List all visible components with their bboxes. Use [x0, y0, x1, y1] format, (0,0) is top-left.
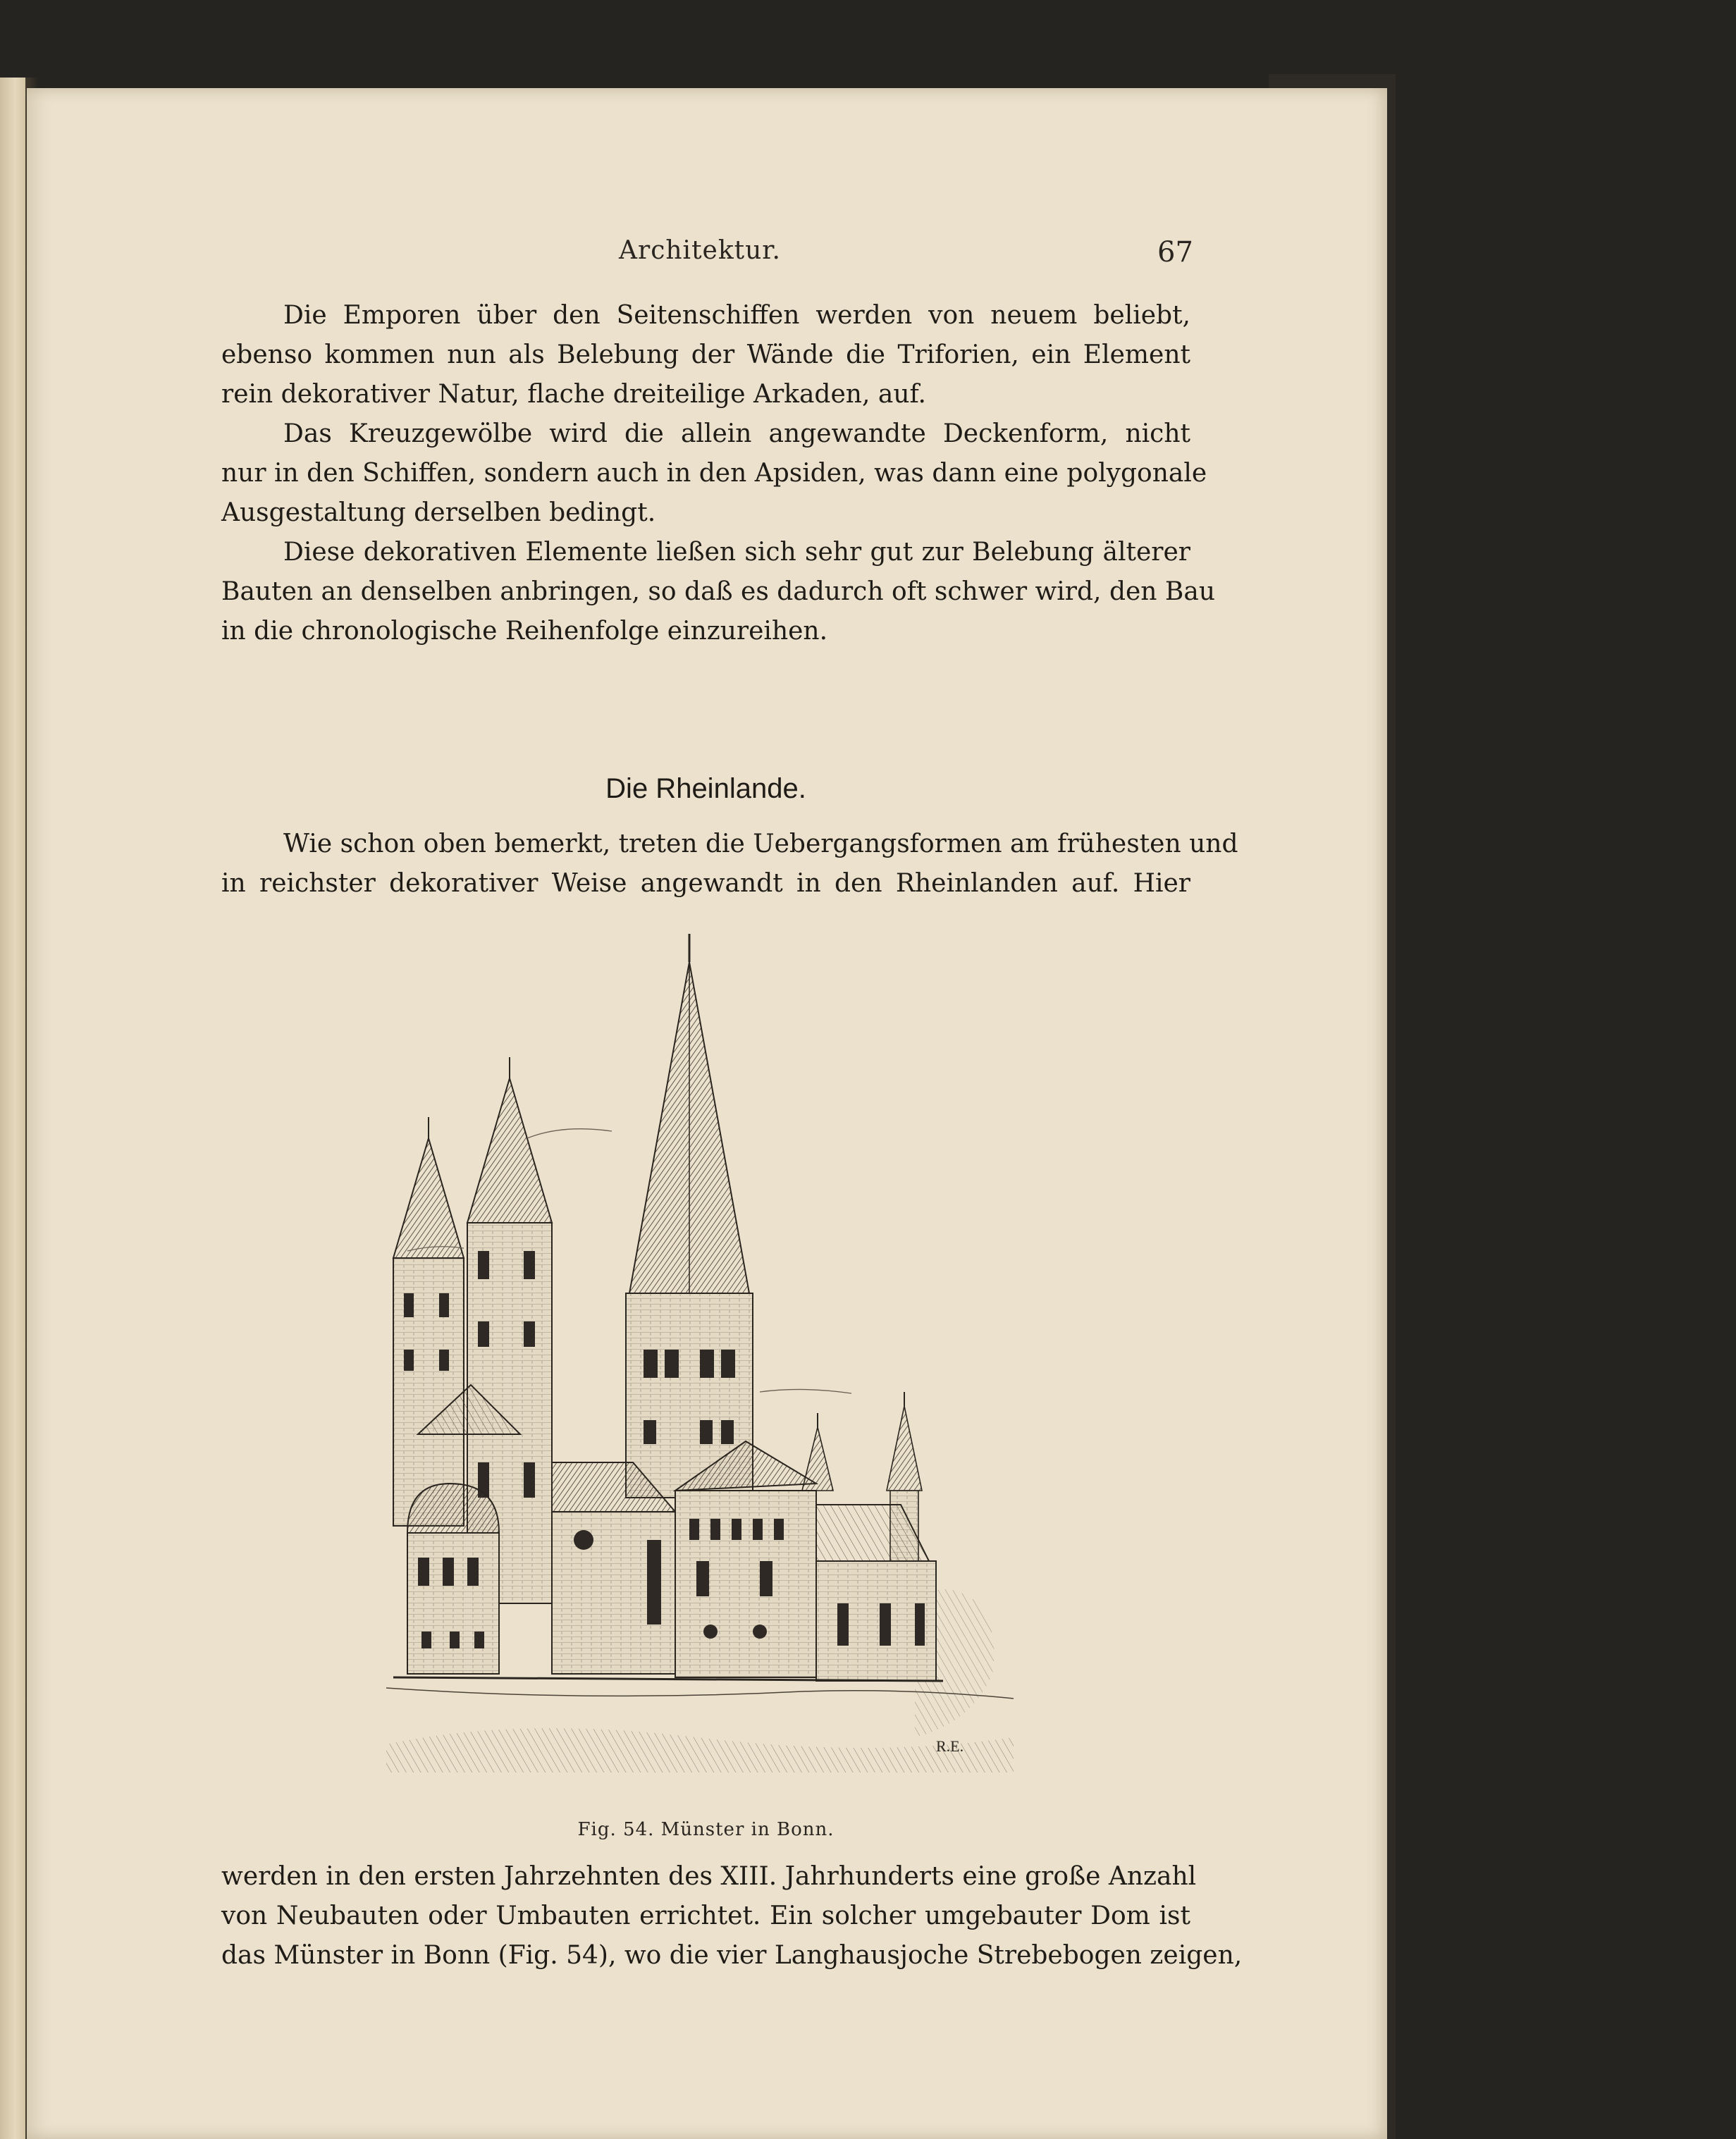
- text-line: Diese dekorativen Elemente ließen sich sehr gut zur Belebung älterer: [283, 538, 1190, 567]
- text-line: ebenso kommen nun als Belebung der Wände die Triforien, ein Element: [221, 340, 1190, 369]
- paragraph-block-middle: [221, 825, 1238, 904]
- book-page: [27, 88, 1387, 2139]
- text-line: in reichster dekorativer Weise angewandt in den Rheinlanden auf. Hier: [221, 869, 1190, 898]
- text-line: Bauten an denselben anbringen, so daß es dadurch oft schwer wird, den Bau: [221, 577, 1216, 606]
- text-line: werden in den ersten Jahrzehnten des XIII. Jahrhunderts eine große Anzahl: [221, 1862, 1197, 1891]
- text-line: nur in den Schiffen, sondern auch in den Apsiden, was dann eine polygonale: [221, 459, 1207, 488]
- left-page-edge: [0, 78, 25, 2139]
- text-line: Das Kreuzgewölbe wird die allein angewandte Deckenform, nicht: [283, 419, 1190, 448]
- text-line: das Münster in Bonn (Fig. 54), wo die vier Langhausjoche Strebebogen zeigen,: [221, 1941, 1243, 1970]
- text-line: rein dekorativer Natur, flache dreiteilige Arkaden, auf.: [221, 380, 926, 409]
- artist-signature: R.E.: [936, 1737, 964, 1755]
- text-line: Wie schon oben bemerkt, treten die Uebergangsformen am frühesten und: [283, 830, 1238, 858]
- text-line: in die chronologische Reihenfolge einzureihen.: [221, 617, 828, 646]
- text-line: Ausgestaltung derselben bedingt.: [221, 498, 656, 527]
- figure-caption: Fig. 54. Münster in Bonn.: [577, 1819, 835, 1840]
- text-line: Die Emporen über den Seitenschiffen werden von neuem beliebt,: [283, 301, 1190, 330]
- paragraph-block-top: [221, 296, 1216, 651]
- paragraph-block-bottom: [221, 1857, 1243, 1975]
- text-line: von Neubauten oder Umbauten errichtet. Ein solcher umgebauter Dom ist: [221, 1901, 1190, 1930]
- page-number: 67: [1157, 236, 1193, 269]
- section-heading: Die Rheinlande.: [605, 773, 806, 804]
- running-title: Architektur.: [619, 236, 782, 265]
- cathedral-illustration: [379, 927, 1021, 1808]
